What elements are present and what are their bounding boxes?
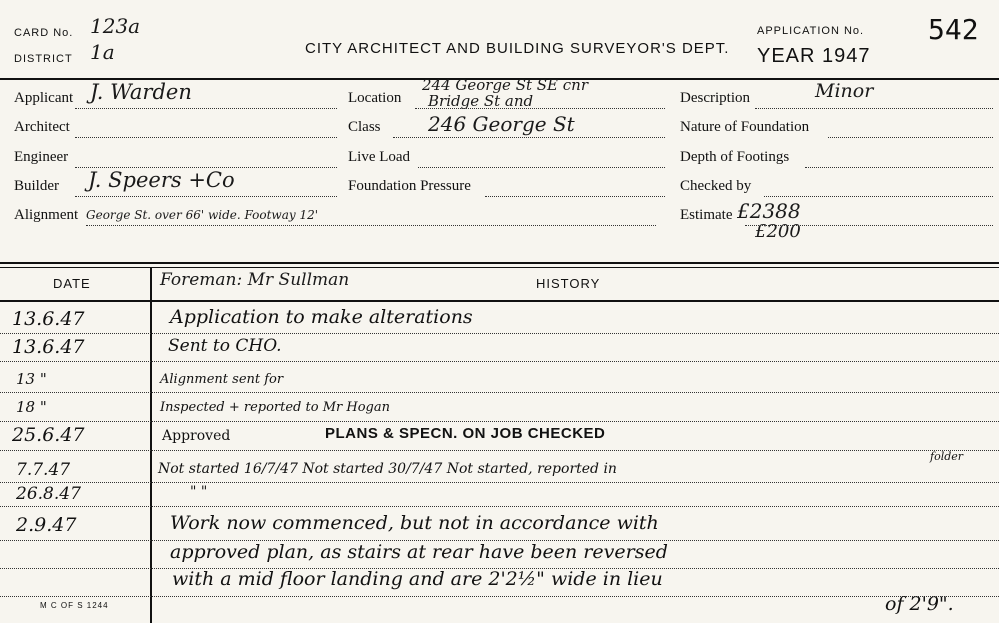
class-line	[393, 137, 665, 138]
location-line	[415, 108, 665, 109]
builder-label: Builder	[14, 178, 59, 194]
row-line	[0, 333, 999, 334]
estimate-line	[745, 225, 993, 226]
row-line	[0, 596, 999, 597]
applicant-line	[75, 108, 337, 109]
history-date: 18 "	[16, 398, 47, 416]
applicant-value: J. Warden	[90, 80, 192, 104]
estimate-label: Estimate	[680, 207, 733, 223]
location-value-1: 244 George St SE cnr	[422, 76, 589, 94]
application-no-label: APPLICATION No.	[757, 25, 865, 37]
history-date: 7.7.47	[16, 460, 71, 480]
live-load-label: Live Load	[348, 149, 411, 165]
history-date: 13.6.47	[12, 308, 85, 330]
location-value-2: Bridge St and	[428, 92, 534, 110]
card-no-label: CARD No.	[14, 27, 74, 39]
alignment-label: Alignment	[14, 207, 79, 223]
foreman-note: Foreman: Mr Sullman	[160, 270, 350, 290]
folder-note: folder	[930, 450, 964, 463]
row-line	[0, 482, 999, 483]
history-entry: " "	[190, 484, 208, 500]
date-column-divider	[150, 268, 152, 623]
history-entry: Sent to CHO.	[168, 336, 282, 356]
department-title: CITY ARCHITECT AND BUILDING SURVEYOR'S DEPT.	[305, 40, 730, 57]
application-no-value: 542	[928, 13, 979, 46]
nature-foundation-line	[828, 137, 993, 138]
card-no-value: 123a	[90, 14, 141, 38]
date-header: DATE	[53, 276, 91, 291]
plans-checked-stamp: PLANS & SPECN. ON JOB CHECKED	[325, 425, 606, 442]
history-date: 25.6.47	[12, 424, 85, 446]
alignment-line	[86, 225, 656, 226]
row-line	[0, 450, 999, 451]
history-header-line	[0, 300, 999, 302]
history-date: 2.9.47	[16, 514, 77, 536]
history-entry: with a mid floor landing and are 2'2½" wide in lieu	[172, 568, 663, 590]
location-label: Location	[348, 90, 402, 106]
engineer-label: Engineer	[14, 149, 69, 165]
history-entry: Work now commenced, but not in accordance with	[170, 512, 659, 534]
history-date: 13.6.47	[12, 336, 85, 358]
checked-by-line	[764, 196, 993, 197]
history-entry: Application to make alterations	[170, 306, 473, 328]
history-entry: approved plan, as stairs at rear have been reversed	[170, 541, 668, 563]
architect-line	[75, 137, 337, 138]
foundation-pressure-line	[485, 196, 665, 197]
description-label: Description	[680, 90, 750, 106]
history-entry: Inspected + reported to Mr Hogan	[160, 400, 390, 415]
history-top-line	[0, 262, 999, 264]
history-entry: Approved	[162, 428, 231, 444]
history-entry: Alignment sent for	[160, 372, 284, 387]
class-value: 246 George St	[428, 112, 575, 136]
estimate-value-1: £2388	[737, 199, 801, 223]
history-date: 13 "	[16, 370, 47, 388]
district-value: 1a	[90, 40, 115, 64]
form-code: M C OF S 1244	[40, 601, 109, 610]
district-label: DISTRICT	[14, 53, 73, 65]
description-value: Minor	[815, 80, 874, 102]
live-load-line	[418, 167, 665, 168]
alignment-value: George St. over 66' wide. Footway 12'	[86, 208, 319, 222]
builder-line	[75, 196, 337, 197]
architect-label: Architect	[14, 119, 70, 135]
history-entry: Not started 16/7/47 Not started 30/7/47 Not started, reported in	[158, 461, 617, 477]
row-line	[0, 506, 999, 507]
row-line	[0, 392, 999, 393]
history-date: 26.8.47	[16, 484, 81, 504]
foundation-pressure-label: Foundation Pressure	[348, 178, 471, 194]
description-line	[755, 108, 993, 109]
depth-footings-line	[805, 167, 993, 168]
year-label: YEAR 1947	[757, 45, 871, 67]
row-line	[0, 361, 999, 362]
estimate-value-2: £200	[755, 221, 801, 242]
applicant-label: Applicant	[14, 90, 74, 106]
depth-footings-label: Depth of Footings	[680, 149, 790, 165]
history-header: HISTORY	[536, 276, 601, 291]
row-line	[0, 421, 999, 422]
builder-value: J. Speers +Co	[88, 168, 235, 192]
class-label: Class	[348, 119, 381, 135]
checked-by-label: Checked by	[680, 178, 752, 194]
history-entry: of 2'9".	[885, 593, 954, 615]
nature-foundation-label: Nature of Foundation	[680, 119, 810, 135]
